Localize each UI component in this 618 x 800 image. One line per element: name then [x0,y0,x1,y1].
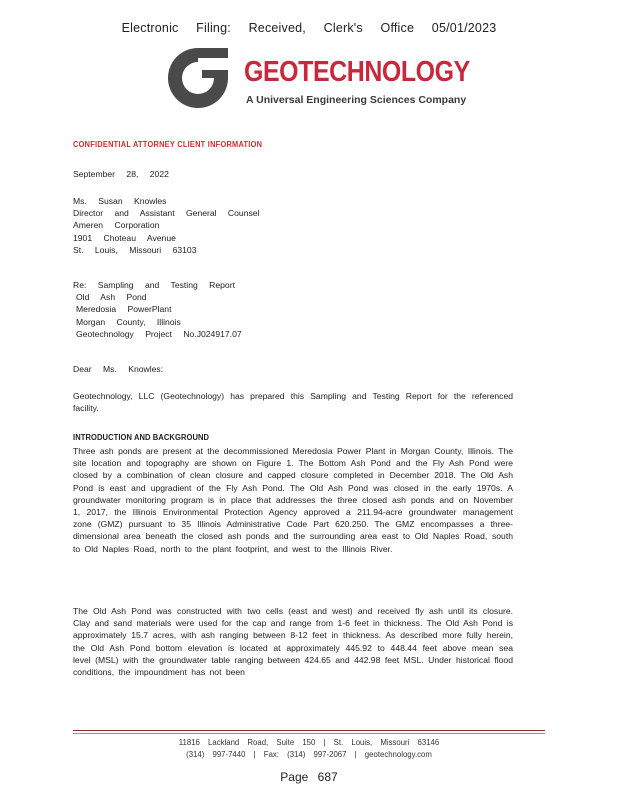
section-heading: INTRODUCTION AND BACKGROUND [73,432,210,442]
intro-paragraph: Geotechnology, LLC (Geotechnology) has prepared this Sampling and Testing Report for the referenced facility. [73,391,513,414]
salutation: Dear Ms. Knowles: [73,364,164,374]
re-line: Meredosia PowerPlant [76,304,172,315]
re-label: Re: Sampling and Testing Report [73,280,235,290]
recipient-company: Ameren Corporation [73,220,160,231]
footer-rule-thin [73,733,545,734]
background-paragraph-2: The Old Ash Pond was constructed with two cells (east and west) and received fly ash until its closure. Clay and sand materials were used for the cap and range from 1-6 feet in thickness. The Old Ash Pond is approximately 15.7 acres, with ash ranging between 8-12 feet in thickness. As described more fully herein, the Old Ash Pond bottom elevation is located at approximately 445.92 to 448.44 feet above mean sea level (MSL) with the groundwater table ranging between 424.65 and 442.98 feet MSL. Under historical flood conditions, the impoundment has not been [73,606,513,678]
page-number: Page 687 [280,770,338,784]
letter-date: September 28, 2022 [73,169,169,179]
filing-stamp: Electronic Filing: Received, Clerk's Office 05/01/2023 [121,21,497,35]
recipient-name: Ms. Susan Knowles [73,196,167,206]
geotechnology-logo-icon [164,44,232,112]
footer-contact: (314) 997-7440 | Fax: (314) 997-2067 | geotechnology.com [186,750,432,759]
footer-address: 11816 Lackland Road, Suite 150 | St. Louis, Missouri 63146 [178,738,440,747]
footer-rule [73,730,545,731]
background-paragraph-1: Three ash ponds are present at the decommissioned Meredosia Power Plant in Morgan County, Illinois. The site location and topography are shown on Figure 1. The Bottom Ash Pond and the Fly Ash Pond were closed by a combination of clean closure and capped closure completed in December 2018. The Old Ash Pond is east and upgradient of the Fly Ash Pond. The Old Ash Pond was closed in the early 1970s. A groundwater monitoring program is in place that addresses the three closed ash ponds and on November 1, 2017, the Illinois Environmental Protection Agency approved a 211.94-acre groundwater management zone (GMZ) pursuant to 35 Illinois Administrative Code Part 620.250. The GMZ encompasses a three-dimensional area beneath the closed ash ponds and the surrounding area east to Old Naples Road, south to Old Naples Road, north to the plant footprint, and west to the Illinois River. [73,446,514,554]
recipient-street: 1901 Choteau Avenue [73,232,176,243]
recipient-city: St. Louis, Missouri 63103 [73,244,197,255]
re-line: Morgan County, Illinois [76,316,181,327]
logo-wordmark: GEOTECHNOLOGY [244,56,470,88]
logo-tagline: A Universal Engineering Sciences Company [246,94,467,106]
confidential-notice: CONFIDENTIAL ATTORNEY CLIENT INFORMATION [73,139,263,149]
recipient-title: Director and Assistant General Counsel [73,208,260,219]
re-line: Old Ash Pond [76,292,147,303]
re-block [73,279,242,340]
recipient-address [73,195,259,256]
company-logo [164,44,470,112]
re-line: Geotechnology Project No.J024917.07 [76,328,242,339]
